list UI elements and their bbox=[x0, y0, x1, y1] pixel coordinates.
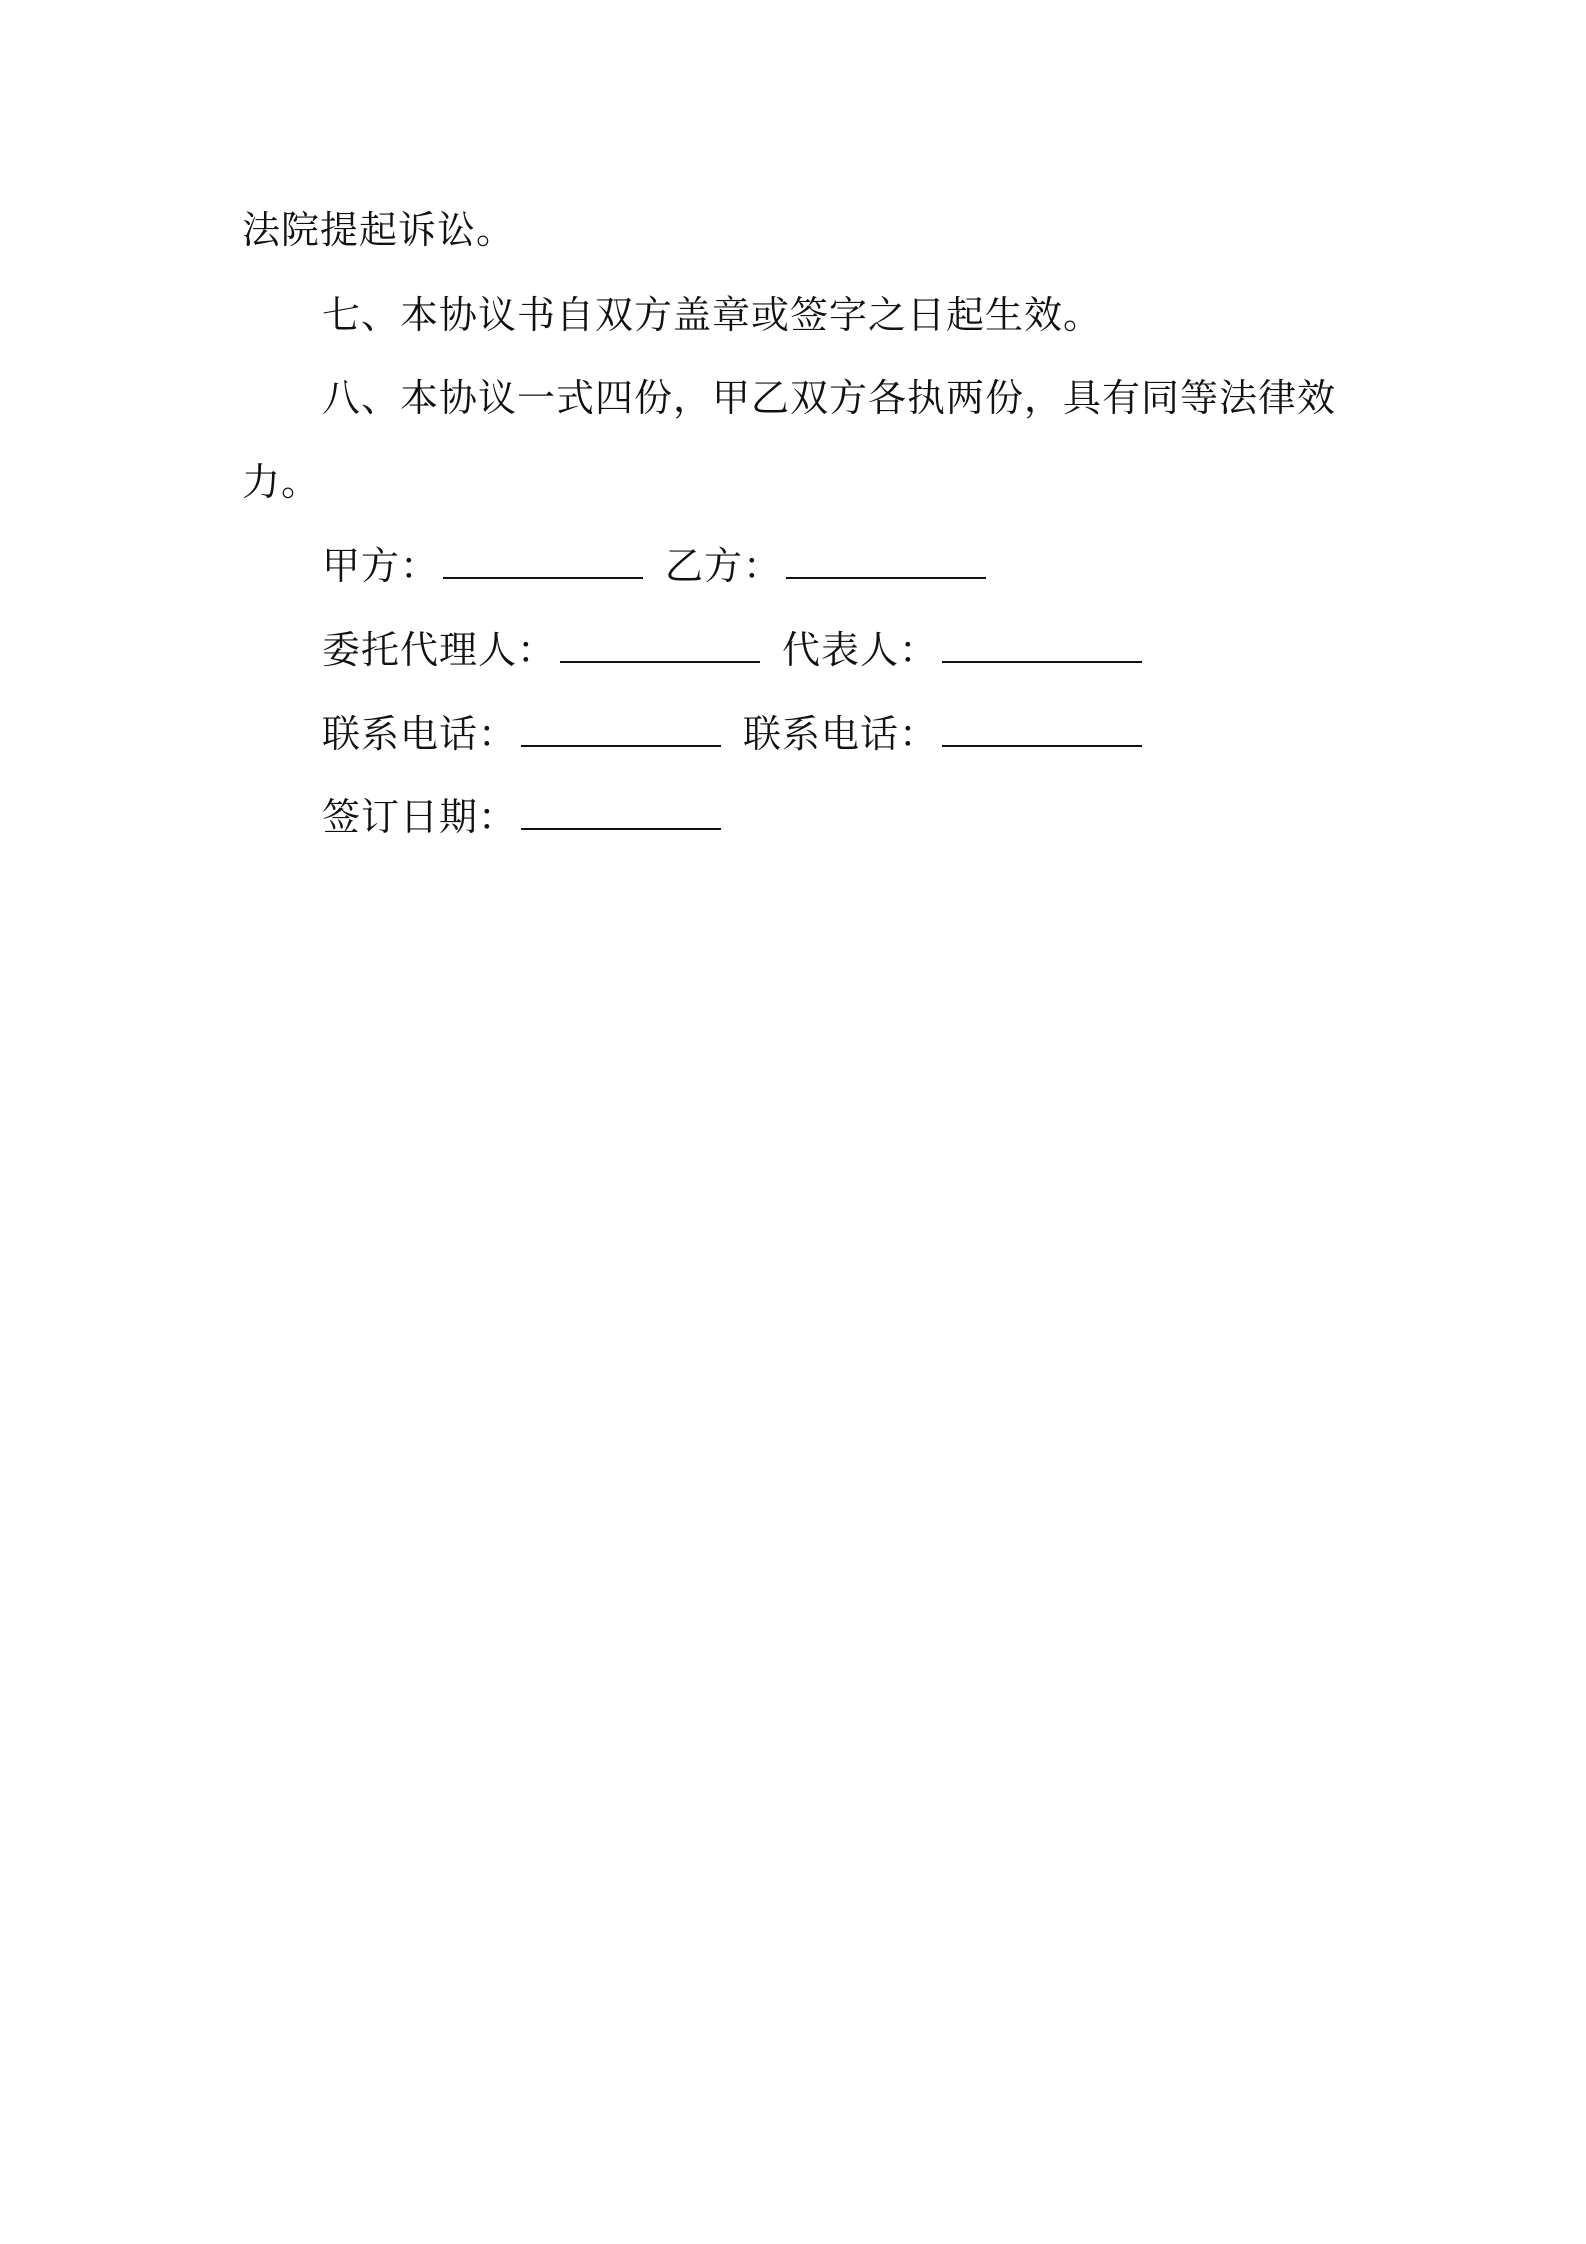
sign-date-row bbox=[322, 792, 721, 841]
party-row bbox=[322, 541, 986, 590]
party-b-label: 乙方： bbox=[665, 544, 783, 588]
party-b-blank[interactable] bbox=[786, 541, 986, 579]
text-line-lawsuit: 法院提起诉讼。 bbox=[242, 208, 516, 252]
clause-seven: 七、本协议书自双方盖章或签字之日起生效。 bbox=[322, 293, 1103, 337]
party-a-label: 甲方： bbox=[322, 544, 440, 588]
phone-a-blank[interactable] bbox=[521, 709, 721, 747]
phone-b-blank[interactable] bbox=[942, 709, 1142, 747]
representative-label: 代表人： bbox=[782, 628, 939, 672]
phone-b-label: 联系电话： bbox=[743, 712, 939, 756]
party-a-blank[interactable] bbox=[443, 541, 643, 579]
agent-label: 委托代理人： bbox=[322, 628, 557, 672]
phone-row bbox=[322, 709, 1142, 758]
phone-a-label: 联系电话： bbox=[322, 712, 518, 756]
agent-blank[interactable] bbox=[560, 625, 760, 663]
representative-blank[interactable] bbox=[942, 625, 1142, 663]
sign-date-label: 签订日期： bbox=[322, 795, 518, 839]
sign-date-blank[interactable] bbox=[521, 792, 721, 830]
clause-eight-part2: 力。 bbox=[242, 460, 321, 504]
clause-eight-part1: 八、本协议一式四份，甲乙双方各执两份，具有同等法律效 bbox=[322, 376, 1337, 420]
agent-row bbox=[322, 625, 1142, 674]
